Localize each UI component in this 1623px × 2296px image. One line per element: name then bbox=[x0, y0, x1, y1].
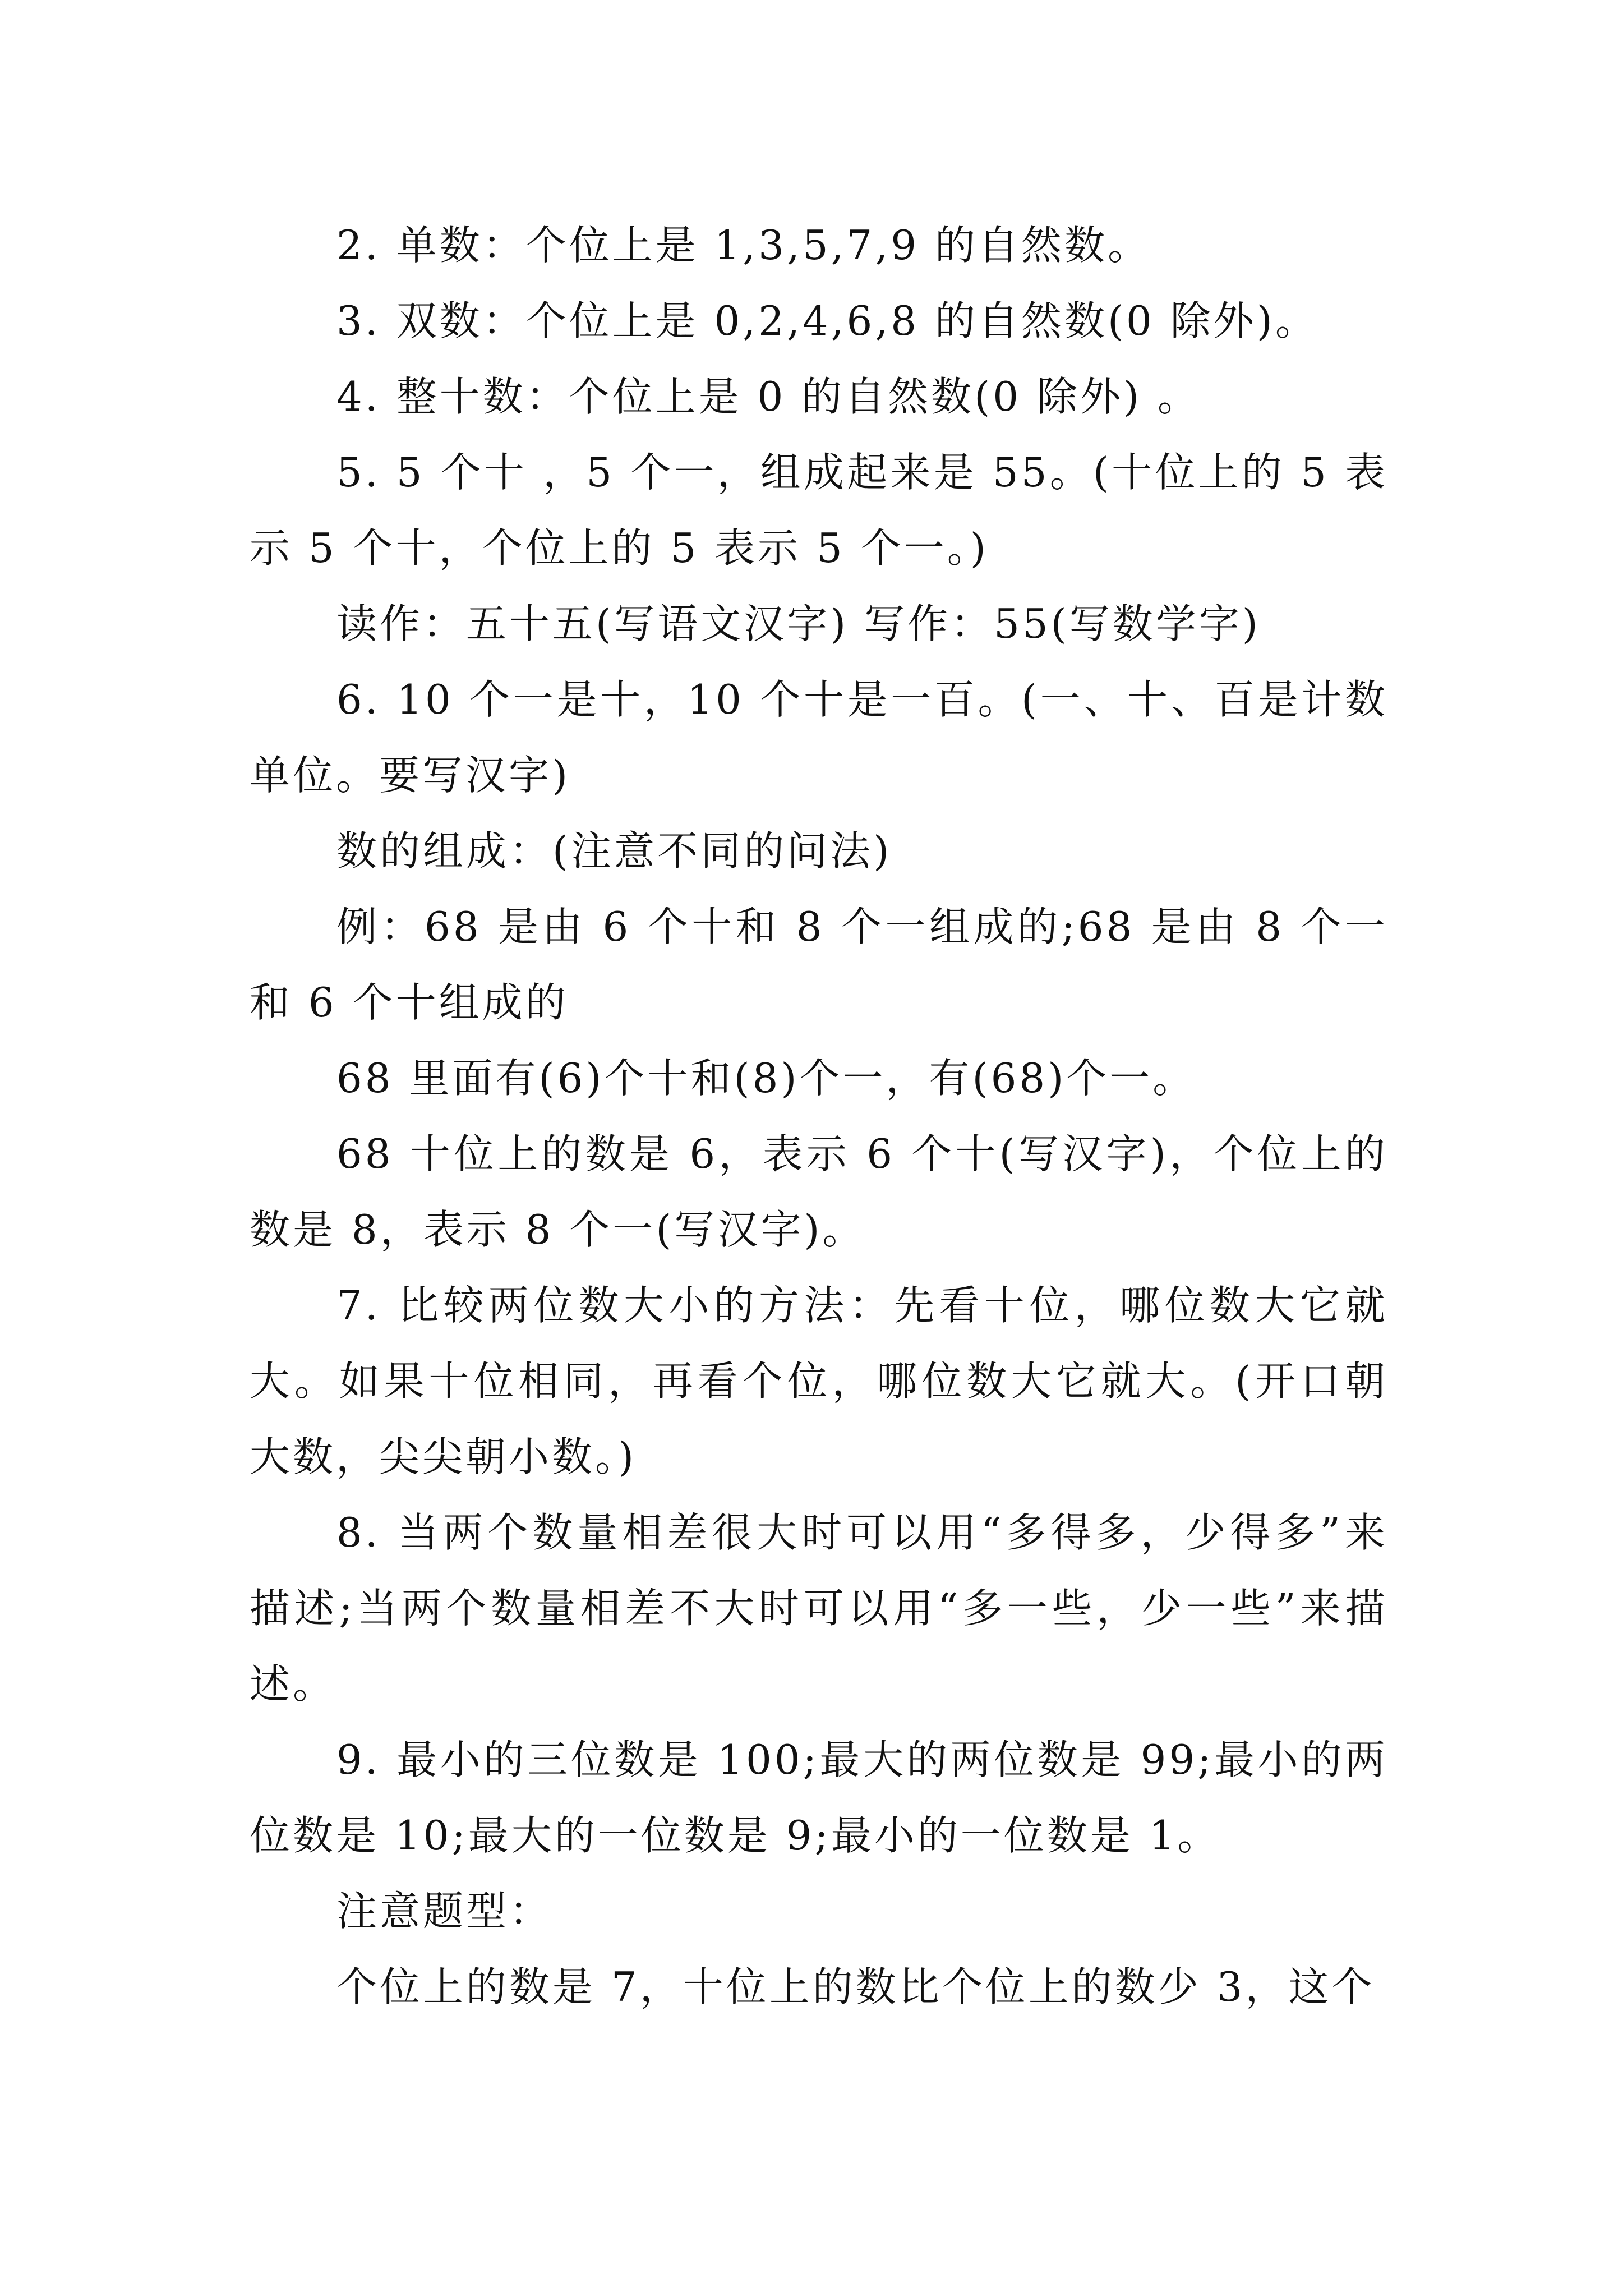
paragraph-even-numbers: 3. 双数：个位上是 0,2,4,6,8 的自然数(0 除外)。 bbox=[336, 297, 1318, 344]
paragraph-min-max-numbers: 9. 最小的三位数是 100;最大的两位数是 99;最小的两位数是 10;最大的一位数是 9;最小的一位数是 1。 bbox=[250, 1736, 1388, 1859]
paragraph-odd-numbers: 2. 单数：个位上是 1,3,5,7,9 的自然数。 bbox=[336, 222, 1151, 269]
paragraph-question-start: 个位上的数是 7，十位上的数比个位上的数少 3，这个 bbox=[336, 1963, 1375, 2010]
paragraph-example-68: 例：68 是由 6 个十和 8 个一组成的;68 是由 8 个一和 6 个十组成的 bbox=[250, 903, 1388, 1026]
paragraph-note-heading: 注意题型： bbox=[336, 1888, 553, 1935]
paragraph-68-contains: 68 里面有(6)个十和(8)个一，有(68)个一。 bbox=[336, 1055, 1196, 1102]
paragraph-read-write: 读作：五十五(写语文汉字) 写作：55(写数学字) bbox=[336, 600, 1261, 647]
paragraph-composition-55: 5. 5 个十 ，5 个一，组成起来是 55。(十位上的 5 表示 5 个十，个位上的 5 表示 5 个一。) bbox=[250, 449, 1388, 572]
paragraph-68-place-values: 68 十位上的数是 6，表示 6 个十(写汉字)，个位上的数是 8，表示 8 个一(写汉字)。 bbox=[250, 1130, 1388, 1253]
paragraph-composition-heading: 数的组成：(注意不同的问法) bbox=[336, 827, 892, 875]
paragraph-whole-tens: 4. 整十数：个位上是 0 的自然数(0 除外) 。 bbox=[336, 373, 1201, 420]
paragraph-describe-difference: 8. 当两个数量相差很大时可以用“多得多，少得多”来描述;当两个数量相差不大时可以用“多一些，少一些”来描述。 bbox=[250, 1509, 1388, 1708]
paragraph-counting-units: 6. 10 个一是十，10 个十是一百。(一、十、百是计数单位。要写汉字) bbox=[250, 676, 1388, 799]
paragraph-compare-method: 7. 比较两位数大小的方法：先看十位，哪位数大它就大。如果十位相同，再看个位，哪位数大它就大。(开口朝大数，尖尖朝小数。) bbox=[250, 1282, 1388, 1480]
